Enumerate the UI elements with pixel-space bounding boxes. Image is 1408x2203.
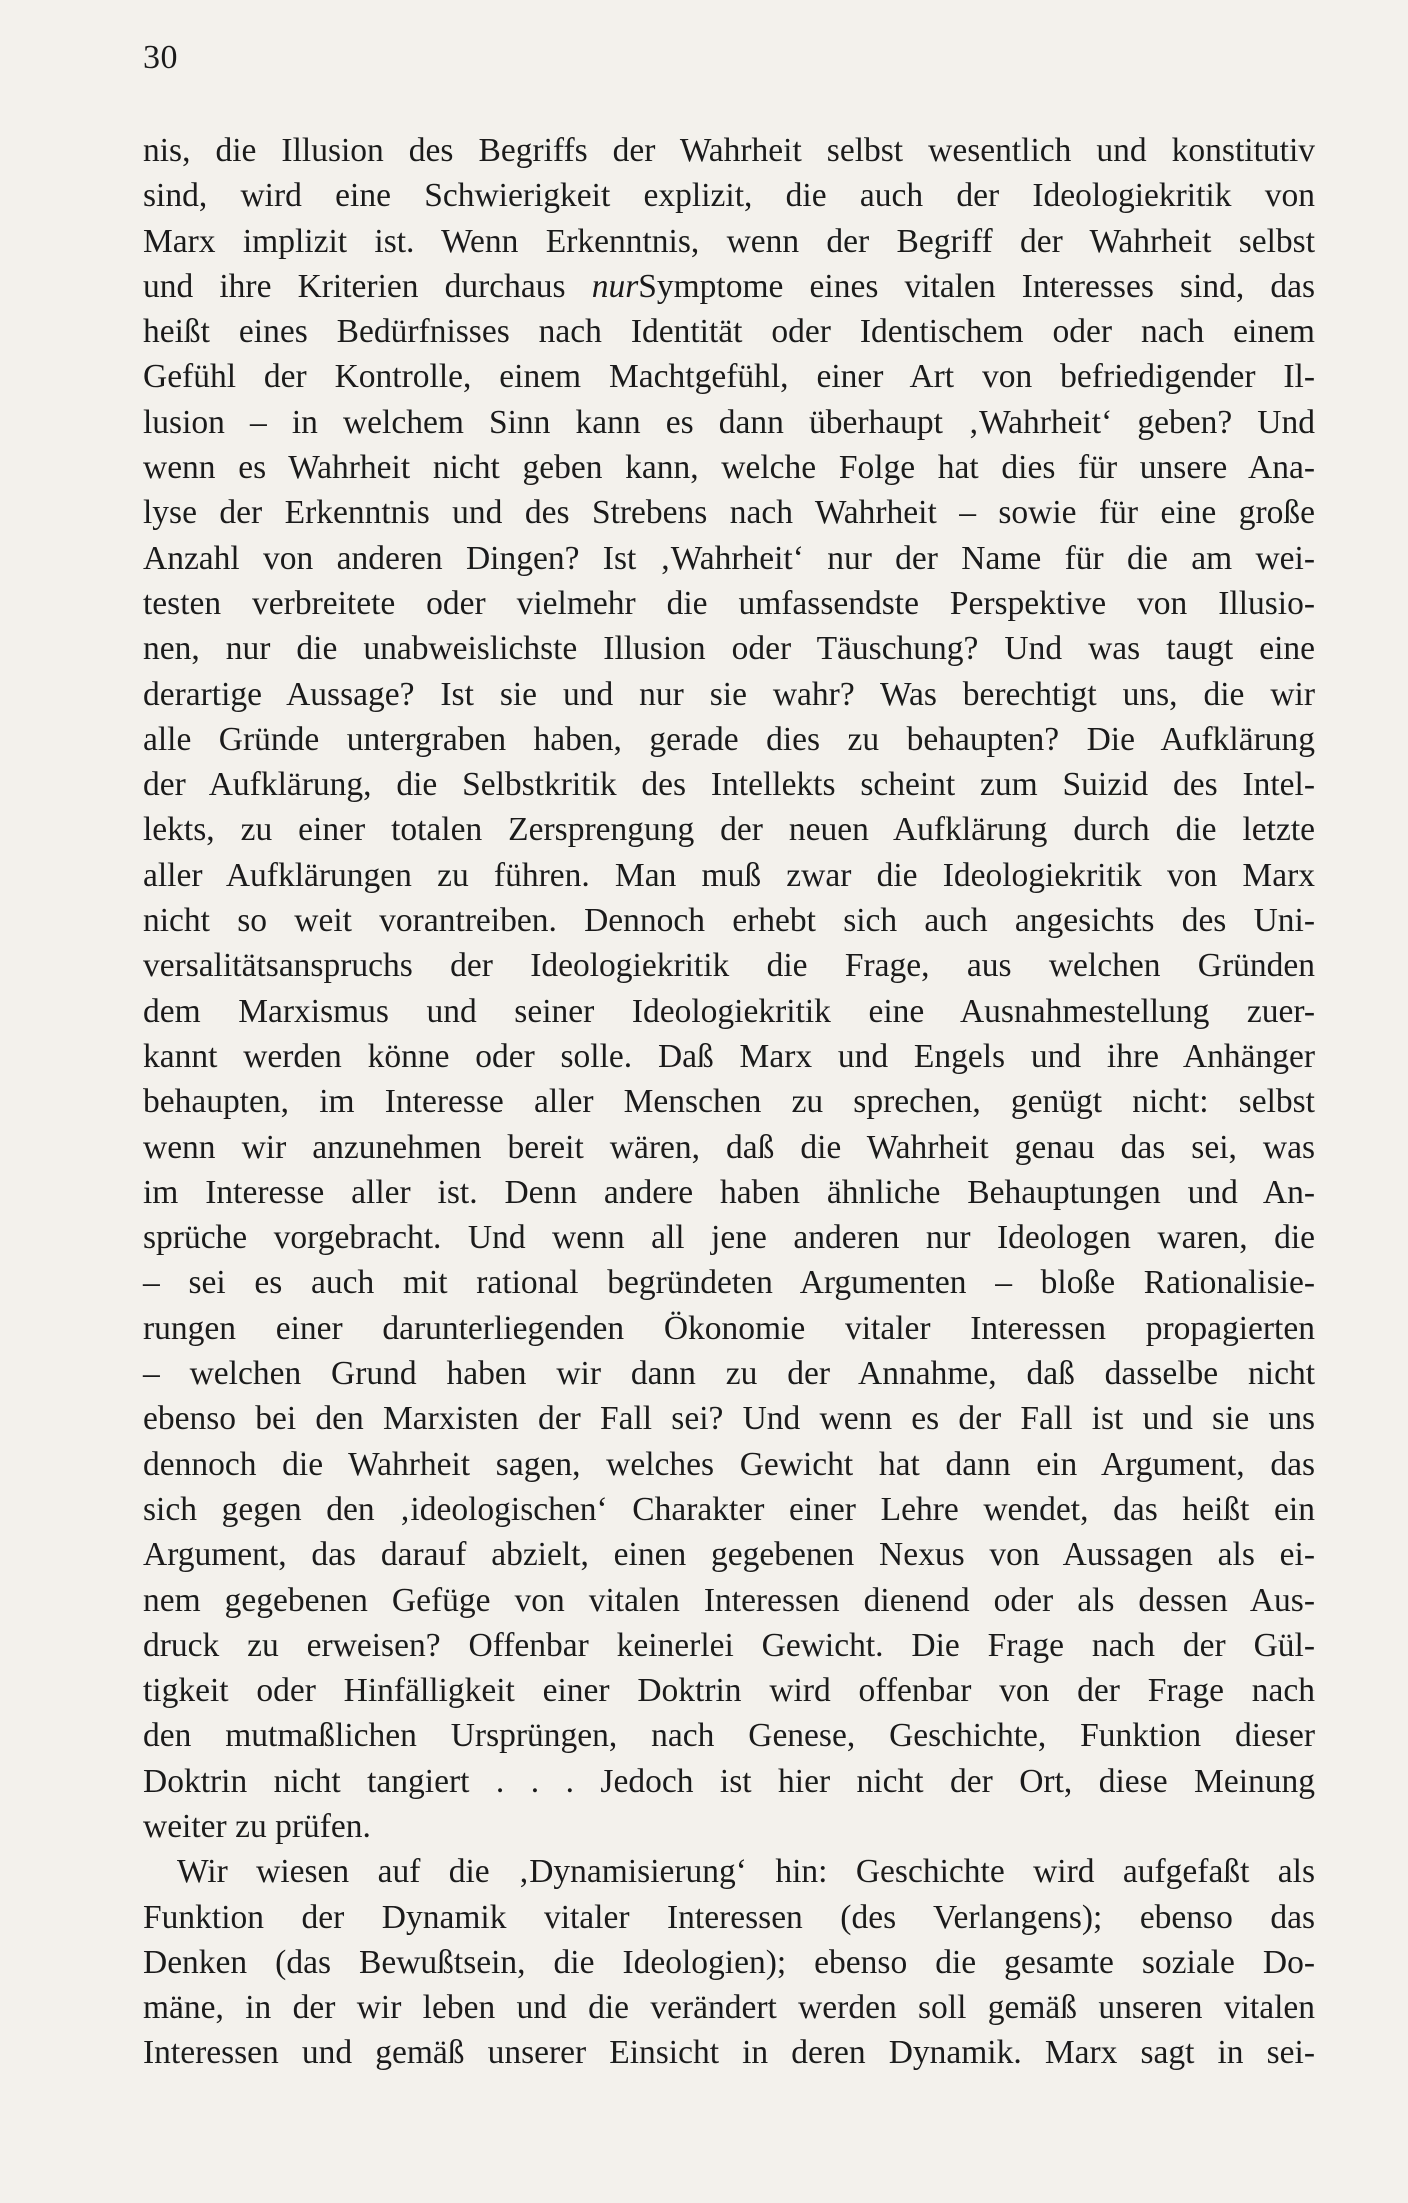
text-line: aller Aufklärungen zu führen. Man muß zwar die Ideologiekritik von Marx xyxy=(143,856,1315,894)
text-line: dem Marxismus und seiner Ideologiekritik eine Ausnahmestellung zuer- xyxy=(143,992,1315,1030)
text-line: behaupten, im Interesse aller Menschen zu sprechen, genügt nicht: selbst xyxy=(143,1083,1315,1121)
text-line: alle Gründe untergraben haben, gerade dies zu behaupten? Die Aufklärung xyxy=(143,720,1315,758)
text-line: Argument, das darauf abzielt, einen gegebenen Nexus von Aussagen als ei- xyxy=(143,1536,1315,1574)
text-line: tigkeit oder Hinfälligkeit einer Doktrin wird offenbar von der Frage nach xyxy=(143,1672,1315,1710)
text-line: wenn es Wahrheit nicht geben kann, welche Folge hat dies für unsere Ana- xyxy=(143,449,1315,487)
text-line: ebenso bei den Marxisten der Fall sei? Und wenn es der Fall ist und sie uns xyxy=(143,1400,1315,1438)
page-number: 30 xyxy=(143,39,178,76)
text-line: im Interesse aller ist. Denn andere haben ähnliche Behauptungen und An- xyxy=(143,1173,1315,1211)
body-text xyxy=(143,128,1315,2076)
text-line: Marx implizit ist. Wenn Erkenntnis, wenn der Begriff der Wahrheit selbst xyxy=(143,222,1315,260)
text-segment: und ihre Kriterien durchaus xyxy=(143,267,566,305)
text-line: den mutmaßlichen Ursprüngen, nach Genese, Geschichte, Funktion dieser xyxy=(143,1717,1315,1755)
text-line: lyse der Erkenntnis und des Strebens nach Wahrheit – sowie für eine große xyxy=(143,494,1315,532)
text-line: versalitätsanspruchs der Ideologiekritik die Frage, aus welchen Gründen xyxy=(143,947,1315,985)
text-line: Gefühl der Kontrolle, einem Machtgefühl, einer Art von befriedigender Il- xyxy=(143,358,1315,396)
text-line: weiter zu prüfen. xyxy=(143,1807,371,1845)
text-line: nen, nur die unabweislichste Illusion oder Täuschung? Und was taugt eine xyxy=(143,630,1315,668)
text-line: kannt werden könne oder solle. Daß Marx und Engels und ihre Anhänger xyxy=(143,1037,1315,1075)
text-line: der Aufklärung, die Selbstkritik des Intellekts scheint zum Suizid des Intel- xyxy=(143,766,1315,804)
text-segment: Symptome eines vitalen Interesses sind, das xyxy=(638,267,1315,305)
text-line: testen verbreitete oder vielmehr die umfassendste Perspektive von Illusio- xyxy=(143,584,1315,622)
text-line: Denken (das Bewußtsein, die Ideologien); ebenso die gesamte soziale Do- xyxy=(143,1943,1315,1981)
text-line: rungen einer darunterliegenden Ökonomie vitaler Interessen propagierten xyxy=(143,1309,1315,1347)
text-line: sprüche vorgebracht. Und wenn all jene anderen nur Ideologen waren, die xyxy=(143,1219,1315,1257)
text-line: derartige Aussage? Ist sie und nur sie wahr? Was berechtigt uns, die wir xyxy=(143,675,1315,713)
text-line: lusion – in welchem Sinn kann es dann überhaupt ‚Wahrheit‘ geben? Und xyxy=(143,403,1315,441)
italic-emphasis: nur xyxy=(591,267,639,305)
text-line: Funktion der Dynamik vitaler Interessen (des Verlangens); ebenso das xyxy=(143,1898,1315,1936)
text-line: sich gegen den ‚ideologischen‘ Charakter einer Lehre wendet, das heißt ein xyxy=(143,1490,1315,1528)
text-line: wenn wir anzunehmen bereit wären, daß die Wahrheit genau das sei, was xyxy=(143,1128,1315,1166)
text-line: – sei es auch mit rational begründeten Argumenten – bloße Rationalisie- xyxy=(143,1264,1315,1302)
text-line: heißt eines Bedürfnisses nach Identität oder Identischem oder nach einem xyxy=(143,313,1315,351)
text-line: Anzahl von anderen Dingen? Ist ‚Wahrheit‘ nur der Name für die am wei- xyxy=(143,539,1315,577)
text-line: lekts, zu einer totalen Zersprengung der neuen Aufklärung durch die letzte xyxy=(143,811,1315,849)
text-line: mäne, in der wir leben und die verändert werden soll gemäß unseren vitalen xyxy=(143,1989,1315,2027)
text-line: druck zu erweisen? Offenbar keinerlei Gewicht. Die Frage nach der Gül- xyxy=(143,1626,1315,1664)
text-line: dennoch die Wahrheit sagen, welches Gewicht hat dann ein Argument, das xyxy=(143,1445,1315,1483)
text-line: sind, wird eine Schwierigkeit explizit, die auch der Ideologiekritik von xyxy=(143,177,1315,215)
text-line: Interessen und gemäß unserer Einsicht in deren Dynamik. Marx sagt in sei- xyxy=(143,2034,1315,2072)
text-line: Doktrin nicht tangiert . . . Jedoch ist hier nicht der Ort, diese Meinung xyxy=(143,1762,1315,1800)
text-line: nem gegebenen Gefüge von vitalen Interessen dienend oder als dessen Aus- xyxy=(143,1581,1315,1619)
text-line: nicht so weit vorantreiben. Dennoch erhebt sich auch angesichts des Uni- xyxy=(143,902,1315,940)
text-line: Wir wiesen auf die ‚Dynamisierung‘ hin: Geschichte wird aufgefaßt als xyxy=(177,1853,1315,1891)
text-line xyxy=(143,264,1315,309)
text-line: – welchen Grund haben wir dann zu der Annahme, daß dasselbe nicht xyxy=(143,1355,1315,1393)
text-line: nis, die Illusion des Begriffs der Wahrheit selbst wesentlich und konstitutiv xyxy=(143,132,1315,169)
